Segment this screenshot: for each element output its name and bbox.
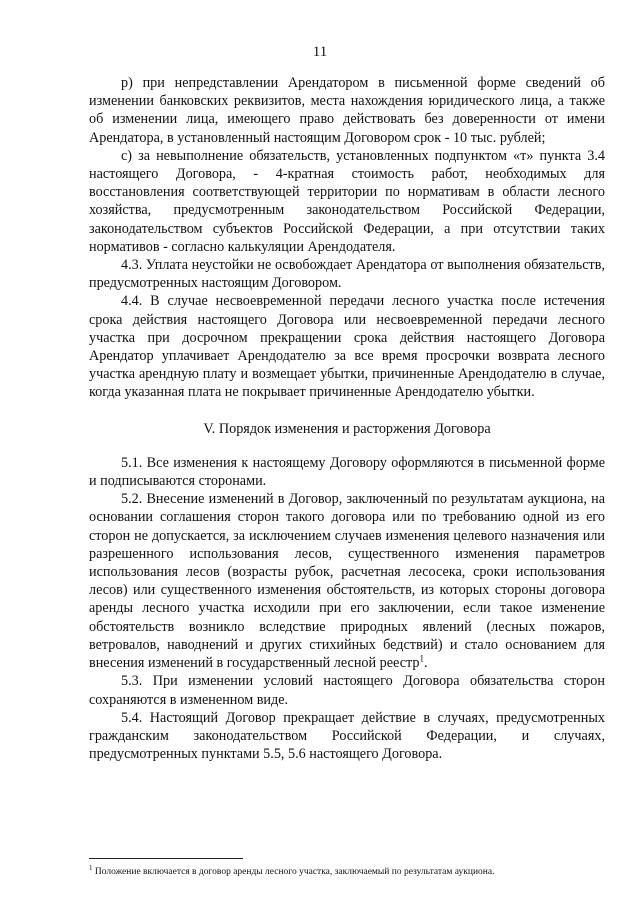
document-body <box>89 74 605 763</box>
paragraph-5-2-end: . <box>423 655 428 672</box>
footnote-divider <box>89 858 243 859</box>
paragraph-4-4: 4.4. В случае несвоевременной передачи лесного участка после истечения срока действия настоящего Договора или несвоевременной передачи лесного участка при досрочном прекращении срока действия настоящего Договора Арендатор уплачивает Арендодателю за все время просрочки возврата лесного участка арендную плату и возмещает убытки, причиненные Арендодателю в случае, когда указанная плата не покрывает причиненные Арендодателю убытки. <box>89 293 605 401</box>
footnote-mark: 1 <box>89 863 93 872</box>
paragraph-5-4: 5.4. Настоящий Договор прекращает действие в случаях, предусмотренных гражданским законодательством Российской Федерации, и случаях, предусмотренных пунктами 5.5, 5.6 настоящего Договора. <box>89 709 605 763</box>
page-number: 11 <box>312 44 328 60</box>
paragraph-s: с) за невыполнение обязательств, установленных подпунктом «т» пункта 3.4 настоящего Договора, - 4-кратная стоимость работ, необходимых для восстановления соответствующей территории по нормативам в области лесного хозяйства, предусмотренным законодательством Российской Федерации, законодательством субъектов Российской Федерации, а при отсутствии таких нормативов - согласно калькуляции Арендодателя. <box>89 147 605 255</box>
section-heading: V. Порядок изменения и расторжения Договора <box>203 420 491 437</box>
footnote-text: Положение включается в договор аренды лесного участка, заключаемый по результатам аукциона. <box>92 867 495 877</box>
paragraph-4-3: 4.3. Уплата неустойки не освобождает Арендатора от выполнения обязательств, предусмотренных настоящим Договором. <box>89 257 605 292</box>
footnote <box>89 863 605 878</box>
paragraph-5-3: 5.3. При изменении условий настоящего Договора обязательства сторон сохраняются в измененном виде. <box>89 673 605 708</box>
footnote-reference[interactable]: 1 <box>419 653 424 664</box>
paragraph-5-1: 5.1. Все изменения к настоящему Договору оформляются в письменной форме и подписываются сторонами. <box>89 454 605 490</box>
paragraph-r: р) при непредставлении Арендатором в письменной форме сведений об изменении банковских реквизитов, места нахождения юридического лица, а также об изменении лица, имеющего право действовать без доверенности от имени Арендатора, в установленный настоящим Договором срок - 10 тыс. рублей; <box>89 75 605 146</box>
paragraph-5-2-text: 5.2. Внесение изменений в Договор, заключенный по результатам аукциона, на основании соглашения сторон такого договора или по требованию одной из его сторон не допускается, за исключением случаев изменения целевого назначения или разрешенного использования лесов, существенного изменения параметров использования лесов (возрасты рубок, расчетная лесосека, сроки использования лесов) или существенного изменения обстоятельств, из которых стороны договора аренды лесного участка исходили при его заключении, если такое изменение обстоятельств возникло вследствие природных явлений (лесных пожаров, ветровалов, наводнений и других стихийных бедствий) и стало основанием для внесения изменений в государственный лесной реестр <box>89 491 605 672</box>
paragraph-5-2 <box>89 490 605 672</box>
